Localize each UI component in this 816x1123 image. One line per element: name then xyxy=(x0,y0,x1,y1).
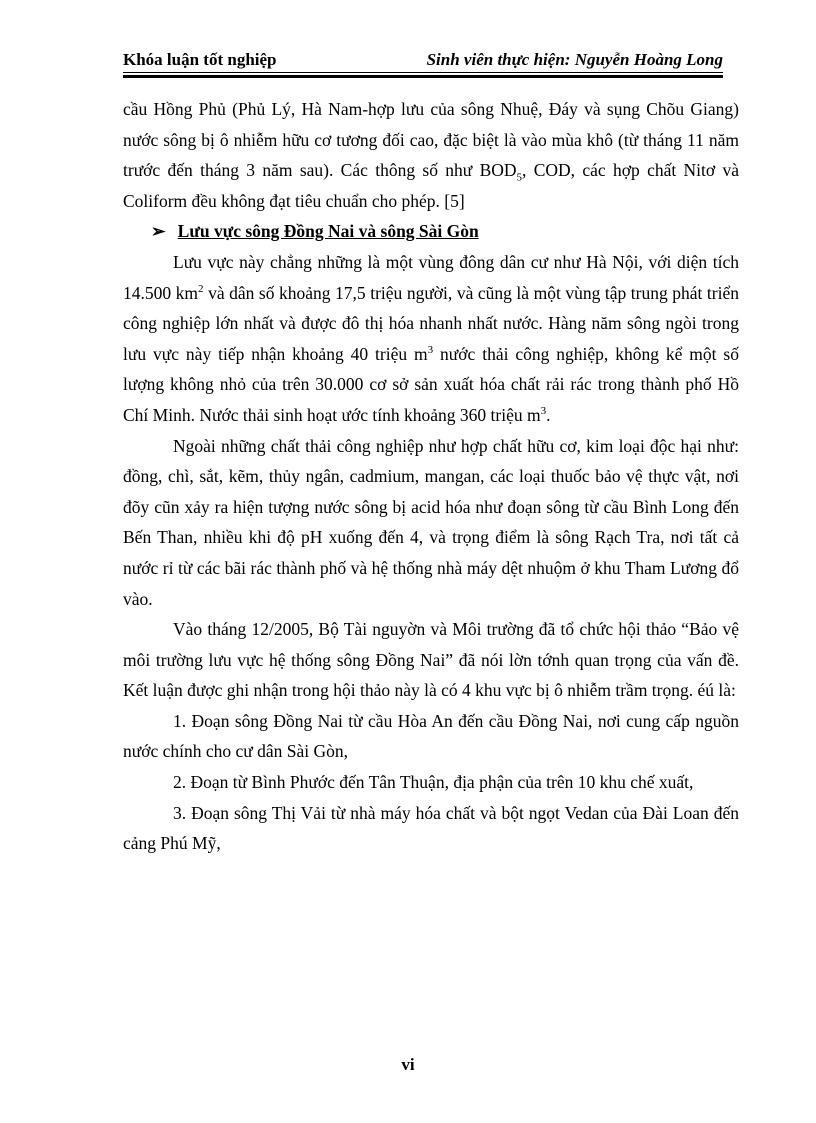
header-divider-thick xyxy=(123,75,723,78)
list-item: 2. Đoạn từ Bình Phước đến Tân Thuận, địa phận của trên 10 khu chế xuất, xyxy=(173,772,694,793)
paragraph-continuation: cầu Hồng Phủ (Phủ Lý, Hà Nam-hợp lưu của sông Nhuệ, Đáy và sụng Chõu Giang) nước sông bị ô nhiễm hữu cơ tương đối cao, đặc biệt là vào mùa khô (từ tháng 11 năm trước đến tháng 3 năm sau). Các thông số như $BOD_5$, COD, các hợp chất Nitơ và Coliform đều không đạt tiêu chuẩn cho phép. [5] xyxy=(123,99,739,211)
list-item: 1. Đoạn sông Đồng Nai từ cầu Hòa An đến cầu Đồng Nai, nơi cung cấp nguồn nước chính cho cư dân Sài Gòn, xyxy=(123,710,739,762)
page-body xyxy=(123,94,739,859)
section-title: Lưu vực sông Đồng Nai và sông Sài Gòn xyxy=(177,221,479,242)
page-number: vi xyxy=(401,1055,415,1074)
header-author: Sinh viên thực hiện: Nguyễn Hoàng Long xyxy=(426,50,723,69)
arrow-bullet-icon: ➢ xyxy=(151,221,166,242)
paragraph-workshop: Vào tháng 12/2005, Bộ Tài nguyờn và Môi trường đã tổ chức hội thảo “Bảo vệ môi trường lưu vực hệ thống sông Đồng Nai” đã nói lờn tớnh quan trọng của vấn đề. Kết luận được ghi nhận trong hội thảo này là có 4 khu vực bị ô nhiễm trầm trọng. éú là: xyxy=(123,619,739,701)
list-item: 3. Đoạn sông Thị Vải từ nhà máy hóa chất và bột ngọt Vedan của Đài Loan đến cảng Phú Mỹ, xyxy=(123,802,739,854)
section-heading xyxy=(123,216,739,247)
header-divider-thin xyxy=(123,72,723,73)
paragraph-basin-overview: Lưu vực này chẳng những là một vùng đông dân cư như Hà Nội, với diện tích 14.500 $km^2$ và dân số khoảng 17,5 triệu người, và cũng là một vùng tập trung phát triển công nghiệp lớn nhất và được đô thị hóa nhanh nhất nước. Hàng năm sông ngòi trong lưu vực này tiếp nhận khoảng 40 triệu $m^3$ nước thải công nghiệp, không kể một số lượng không nhỏ của trên 30.000 cơ sở sản xuất hóa chất rải rác trong thành phố Hồ Chí Minh. Nước thải sinh hoạt ước tính khoảng 360 triệu $m^3$. xyxy=(123,251,739,425)
paragraph-industrial-waste: Ngoài những chất thải công nghiệp như hợp chất hữu cơ, kim loại độc hại như: đồng, chì, sắt, kẽm, thủy ngân, cadmium, mangan, các loại thuốc bảo vệ thực vật, nơi đõy cũn xảy ra hiện tượng nước sông bị acid hóa như đoạn sông từ cầu Bình Long đến Bến Than, nhiều khi độ pH xuống đến 4, và trọng điểm là sông Rạch Tra, nơi tất cả nước rỉ từ các bãi rác thành phố và hệ thống nhà máy dệt nhuộm ở khu Tham Lương đổ vào. xyxy=(123,435,739,609)
header-thesis-title: Khóa luận tốt nghiệp xyxy=(123,50,277,69)
